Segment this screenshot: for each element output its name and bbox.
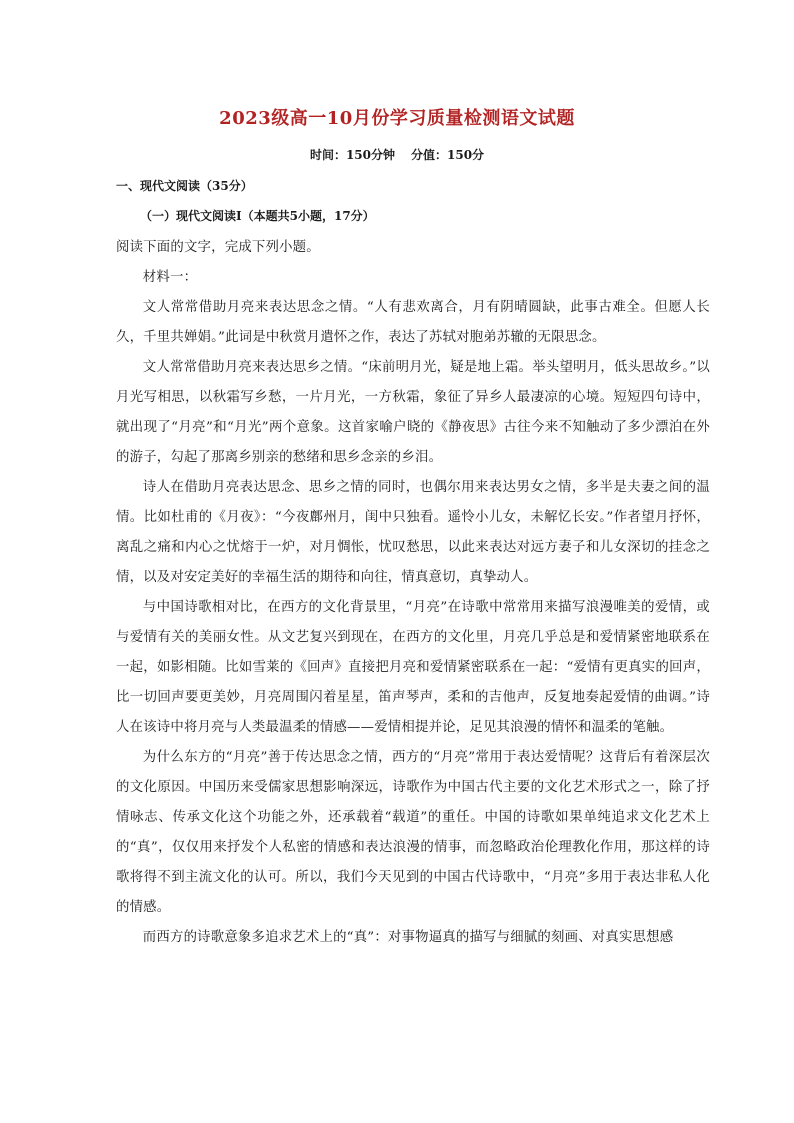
paragraph: 而西方的诗歌意象多追求艺术上的“真”：对事物逼真的描写与细腻的刻画、对真实思想感 <box>142 930 674 945</box>
instruction-text: 阅读下面的文字，完成下列小题。 <box>116 240 320 255</box>
exam-time: 时间：150分钟 <box>309 148 395 162</box>
section-heading: 一、现代文阅读（35分） <box>116 179 253 193</box>
paragraph: 为什么东方的“月亮”善于传达思念之情，西方的“月亮”常用于表达爱情呢？这背后有着深层次的文化原因。中国历来受儒家思想影响深远，诗歌作为中国古代主要的文化艺术形式之一，除了抒情咏志、传承文化这个功能之外，还承载着“载道”的重任。中国的诗歌如果单纯追求文化艺术上的“真”，仅仅用来抒发个人私密的情感和表达浪漫的情事，而忽略政治伦理教化作用，那这样的诗歌将得不到主流文化的认可。所以，我们今天见到的中国古代诗歌中，“月亮”多用于表达非私人化的情感。 <box>116 750 710 915</box>
paragraph: 诗人在借助月亮表达思念、思乡之情的同时，也偶尔用来表达男女之情，多半是夫妻之间的温情。比如杜甫的《月夜》：“今夜鄜州月，闺中只独看。遥怜小儿女，未解忆长安。”作者望月抒怀，离乱之痛和内心之忧熔于一炉，对月惆怅，忧叹愁思，以此来表达对远方妻子和儿女深切的挂念之情，以及对安定美好的幸福生活的期待和向往，情真意切，真挚动人。 <box>116 480 710 585</box>
exam-title: 2023级高一10月份学习质量检测语文试题 <box>219 108 575 129</box>
paragraph: 文人常常借助月亮来表达思乡之情。“床前明月光，疑是地上霜。举头望明月，低头思故乡。”以月光写相思，以秋霜写乡愁，一片月光，一方秋霜，象征了异乡人最凄凉的心境。短短四句诗中，就出现了“月亮”和“月光”两个意象。这首家喻户晓的《静夜思》古往今来不知触动了多少漂泊在外的游子，勾起了那离乡别亲的愁绪和思乡念亲的乡泪。 <box>116 360 710 465</box>
material-label: 材料一： <box>142 270 198 285</box>
exam-meta <box>0 146 794 163</box>
paragraph: 与中国诗歌相对比，在西方的文化背景里，“月亮”在诗歌中常常用来描写浪漫唯美的爱情，或与爱情有关的美丽女性。从文艺复兴到现在，在西方的文化里，月亮几乎总是和爱情紧密地联系在一起，如影相随。比如雪莱的《回声》直接把月亮和爱情紧密联系在一起：“爱情有更真实的回声，比一切回声要更美妙，月亮周围闪着星星，笛声琴声，柔和的吉他声，反复地奏起爱情的曲调。”诗人在该诗中将月亮与人类最温柔的情感——爱情相提并论，足见其浪漫的情怀和温柔的笔触。 <box>116 600 710 735</box>
exam-score: 分值：150分 <box>411 148 485 162</box>
subsection-heading: （一）现代文阅读Ⅰ（本题共5小题，17分） <box>140 209 375 223</box>
paragraph: 文人常常借助月亮来表达思念之情。“人有悲欢离合，月有阴晴圆缺，此事古难全。但愿人长久，千里共婵娟。”此词是中秋赏月遣怀之作，表达了苏轼对胞弟苏辙的无限思念。 <box>116 300 710 345</box>
reading-body <box>116 233 710 953</box>
